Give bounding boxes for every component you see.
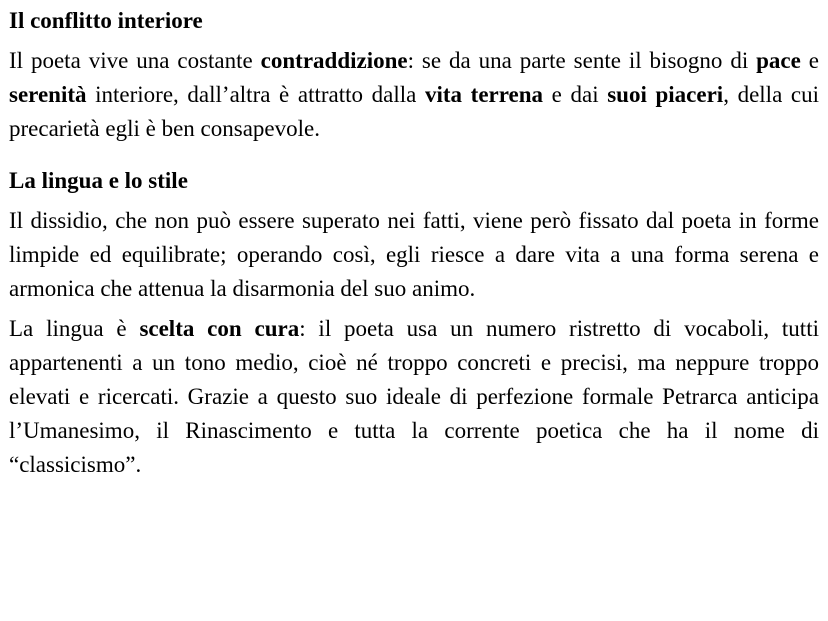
bold-term: serenità bbox=[9, 82, 87, 107]
text-run: Il poeta vive una costante bbox=[9, 48, 261, 73]
text-run: : il poeta usa un numero ristretto di vocaboli, tutti appartenenti a un tono medio, cioè né troppo concreti e precisi, ma neppure troppo elevati e ricercati. Grazie a questo suo ideale di perfezione formale Petrarca anticipa l’Umanesimo, il Rinascimento e tutta la corrente poetica che ha il nome di “classicismo”. bbox=[9, 316, 819, 477]
bold-term: suoi piaceri bbox=[607, 82, 724, 107]
bold-term: scelta con cura bbox=[139, 316, 300, 341]
paragraph-dissidio: Il dissidio, che non può essere superato nei fatti, viene però fissato dal poeta in forme limpide ed equilibrate; operando così, egli riesce a dare vita a una forma serena e armonica che attenua la disarmonia del suo animo. bbox=[9, 208, 819, 301]
section-title-conflitto: Il conflitto interiore bbox=[9, 8, 203, 33]
bold-term: vita terrena bbox=[424, 82, 544, 107]
text-run: e dai bbox=[543, 82, 608, 107]
text-run: : se da una parte sente il bisogno di bbox=[407, 48, 757, 73]
paragraph-lingua bbox=[9, 312, 819, 482]
bold-term: pace bbox=[756, 48, 801, 73]
text-run: , della cui precarietà egli è ben consapevole. bbox=[9, 82, 820, 141]
text-run: La lingua è bbox=[9, 316, 140, 341]
document-page bbox=[9, 4, 819, 482]
bold-term: contraddizione bbox=[260, 48, 408, 73]
paragraph-conflitto bbox=[9, 44, 819, 146]
section-title-lingua-stile: La lingua e lo stile bbox=[9, 168, 188, 193]
text-run: interiore, dall’altra è attratto dalla bbox=[86, 82, 425, 107]
text-run: e bbox=[800, 48, 819, 73]
